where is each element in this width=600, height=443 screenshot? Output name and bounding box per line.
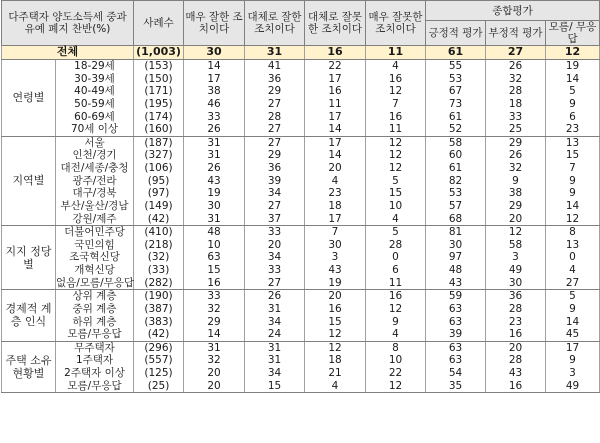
cell: 30 xyxy=(184,200,245,213)
cell: (174) xyxy=(134,111,184,124)
cell: 9 xyxy=(546,354,600,367)
cell: 48 xyxy=(184,226,245,239)
cell: 31 xyxy=(245,341,305,354)
col-header-mostly-good: 대체로 잘한 조치이다 xyxy=(245,1,305,46)
cell: 41 xyxy=(245,60,305,73)
cell: 27 xyxy=(245,123,305,136)
cell: (95) xyxy=(134,175,184,188)
cell: (150) xyxy=(134,73,184,86)
table-title: 다주택자 양도소득세 중과 유예 폐지 찬반(%) xyxy=(2,1,134,46)
cell: 19 xyxy=(184,187,245,200)
cell: 20 xyxy=(245,239,305,252)
cell: 43 xyxy=(305,264,366,277)
cell: 26 xyxy=(486,60,546,73)
cell: 14 xyxy=(305,123,366,136)
cell: (125) xyxy=(134,367,184,380)
table-row xyxy=(2,85,600,98)
cell: 14 xyxy=(184,60,245,73)
col-header-very-bad: 매우 잘못한 조치이다 xyxy=(366,1,426,46)
table-row xyxy=(2,136,600,149)
cell: 7 xyxy=(546,162,600,175)
row-label: 중위 계층 xyxy=(56,303,134,316)
cell: 82 xyxy=(426,175,486,188)
cell: 13 xyxy=(546,239,600,252)
cell: 28 xyxy=(486,303,546,316)
cell: 46 xyxy=(184,98,245,111)
cell: (160) xyxy=(134,123,184,136)
cell: 63 xyxy=(426,303,486,316)
cell: 20 xyxy=(184,367,245,380)
table-row xyxy=(2,200,600,213)
cell: (42) xyxy=(134,328,184,341)
cell: 14 xyxy=(184,328,245,341)
row-label: 개혁신당 xyxy=(56,264,134,277)
cell: 5 xyxy=(366,226,426,239)
cell: (97) xyxy=(134,187,184,200)
table-row xyxy=(2,277,600,290)
cell: 4 xyxy=(366,60,426,73)
cell: 27 xyxy=(245,200,305,213)
cell: 20 xyxy=(184,380,245,393)
cell: 17 xyxy=(184,73,245,86)
row-label: 강원/제주 xyxy=(56,213,134,226)
cell: (195) xyxy=(134,98,184,111)
cell: 61 xyxy=(426,162,486,175)
cell: 13 xyxy=(546,136,600,149)
cell: 15 xyxy=(546,149,600,162)
cell: 32 xyxy=(486,162,546,175)
group-label: 경제적 계층 인식 xyxy=(2,290,56,341)
cell: 16 xyxy=(305,303,366,316)
cell: (187) xyxy=(134,136,184,149)
table-row xyxy=(2,73,600,86)
row-label: 30-39세 xyxy=(56,73,134,86)
cell: 58 xyxy=(426,136,486,149)
cell: 29 xyxy=(184,315,245,328)
table-row xyxy=(2,239,600,252)
table-row xyxy=(2,175,600,188)
cell: 32 xyxy=(184,303,245,316)
cell: 12 xyxy=(366,136,426,149)
cell: 0 xyxy=(366,251,426,264)
cell: 3 xyxy=(486,251,546,264)
cell: 33 xyxy=(184,290,245,303)
cell: (327) xyxy=(134,149,184,162)
cell: 18 xyxy=(305,200,366,213)
cell: 30 xyxy=(184,46,245,60)
cell: 28 xyxy=(486,354,546,367)
cell: (25) xyxy=(134,380,184,393)
cell: 23 xyxy=(305,187,366,200)
cell: 0 xyxy=(546,251,600,264)
cell: 10 xyxy=(366,354,426,367)
cell: 16 xyxy=(305,46,366,60)
table-row xyxy=(2,111,600,124)
cell: 55 xyxy=(426,60,486,73)
cell: 63 xyxy=(426,341,486,354)
table-row xyxy=(2,303,600,316)
col-header-negative: 부정적 평가 xyxy=(486,21,546,46)
cell: 29 xyxy=(486,136,546,149)
row-label: 대구/경북 xyxy=(56,187,134,200)
cell: 52 xyxy=(426,123,486,136)
cell: 59 xyxy=(426,290,486,303)
cell: 14 xyxy=(546,73,600,86)
row-label: 인천/경기 xyxy=(56,149,134,162)
cell: 15 xyxy=(245,380,305,393)
n-header: 사례수 xyxy=(134,1,184,46)
cell: 8 xyxy=(546,226,600,239)
cell: 27 xyxy=(546,277,600,290)
cell: 33 xyxy=(486,111,546,124)
cell: (171) xyxy=(134,85,184,98)
cell: 17 xyxy=(305,73,366,86)
cell: (190) xyxy=(134,290,184,303)
cell: 26 xyxy=(245,290,305,303)
table-row xyxy=(2,328,600,341)
cell: 12 xyxy=(305,328,366,341)
group-label: 주택 소유 현황별 xyxy=(2,341,56,392)
cell: 15 xyxy=(184,264,245,277)
cell: 11 xyxy=(366,46,426,60)
cell: 27 xyxy=(486,46,546,60)
cell: (218) xyxy=(134,239,184,252)
cell: 19 xyxy=(546,60,600,73)
cell: 36 xyxy=(245,73,305,86)
cell: 3 xyxy=(546,367,600,380)
cell: 14 xyxy=(305,149,366,162)
cell: 20 xyxy=(305,290,366,303)
cell: 8 xyxy=(366,341,426,354)
cell: 58 xyxy=(486,239,546,252)
cell: 12 xyxy=(305,341,366,354)
cell: 67 xyxy=(426,85,486,98)
cell: 15 xyxy=(305,315,366,328)
cell: 20 xyxy=(486,341,546,354)
cell: 11 xyxy=(366,123,426,136)
cell: 26 xyxy=(184,123,245,136)
cell: 63 xyxy=(184,251,245,264)
col-header-mostly-bad: 대체로 잘못한 조치이다 xyxy=(305,1,366,46)
cell: 30 xyxy=(486,277,546,290)
cell: 27 xyxy=(245,277,305,290)
cell: 14 xyxy=(546,315,600,328)
table-row xyxy=(2,264,600,277)
col-header-unknown: 모름/ 무응답 xyxy=(546,21,600,46)
cell: 54 xyxy=(426,367,486,380)
cell: 36 xyxy=(245,162,305,175)
cell: 16 xyxy=(366,111,426,124)
cell: 31 xyxy=(245,303,305,316)
cell: 27 xyxy=(245,136,305,149)
cell: 7 xyxy=(366,98,426,111)
cell: 12 xyxy=(366,85,426,98)
cell: 53 xyxy=(426,187,486,200)
cell: 16 xyxy=(184,277,245,290)
cell: (410) xyxy=(134,226,184,239)
cell: 7 xyxy=(305,226,366,239)
row-label: 대전/세종/충청 xyxy=(56,162,134,175)
cell: 48 xyxy=(426,264,486,277)
cell: 33 xyxy=(245,264,305,277)
row-label: 광주/전라 xyxy=(56,175,134,188)
cell: 57 xyxy=(426,200,486,213)
cell: 12 xyxy=(486,226,546,239)
cell: 34 xyxy=(245,367,305,380)
row-label: 60-69세 xyxy=(56,111,134,124)
cell: 12 xyxy=(366,149,426,162)
cell: 17 xyxy=(546,341,600,354)
cell: 19 xyxy=(305,277,366,290)
cell: 20 xyxy=(305,162,366,175)
cell: 32 xyxy=(486,73,546,86)
cell: 33 xyxy=(184,111,245,124)
cell: 22 xyxy=(305,60,366,73)
row-label: 조국혁신당 xyxy=(56,251,134,264)
row-label: 모름/무응답 xyxy=(56,328,134,341)
table-row xyxy=(2,213,600,226)
cell: 21 xyxy=(305,367,366,380)
cell: (387) xyxy=(134,303,184,316)
col-header-very-good: 매우 잘한 조치이다 xyxy=(184,1,245,46)
cell: (42) xyxy=(134,213,184,226)
cell: 17 xyxy=(305,213,366,226)
cell: 28 xyxy=(245,111,305,124)
cell: 3 xyxy=(305,251,366,264)
row-label: 50-59세 xyxy=(56,98,134,111)
cell: 29 xyxy=(486,200,546,213)
row-label: 40-49세 xyxy=(56,85,134,98)
table-row xyxy=(2,315,600,328)
cell: 6 xyxy=(546,111,600,124)
cell: 30 xyxy=(426,239,486,252)
cell: 61 xyxy=(426,46,486,60)
cell: 17 xyxy=(305,111,366,124)
cell: 35 xyxy=(426,380,486,393)
row-label: 부산/울산/경남 xyxy=(56,200,134,213)
row-label: 70세 이상 xyxy=(56,123,134,136)
cell: 39 xyxy=(245,175,305,188)
total-label: 전체 xyxy=(2,46,134,60)
cell: 16 xyxy=(486,328,546,341)
cell: 9 xyxy=(366,315,426,328)
cell: 14 xyxy=(546,200,600,213)
cell: 38 xyxy=(486,187,546,200)
cell: 45 xyxy=(546,328,600,341)
cell: (296) xyxy=(134,341,184,354)
row-label: 2주택자 이상 xyxy=(56,367,134,380)
row-label: 18-29세 xyxy=(56,60,134,73)
cell: 81 xyxy=(426,226,486,239)
cell: 4 xyxy=(305,175,366,188)
row-label: 상위 계층 xyxy=(56,290,134,303)
group-label: 지지 정당별 xyxy=(2,226,56,290)
cell: 43 xyxy=(486,367,546,380)
table-row xyxy=(2,123,600,136)
cell: 5 xyxy=(546,290,600,303)
cell: 16 xyxy=(366,290,426,303)
cell: 23 xyxy=(546,123,600,136)
cell: 4 xyxy=(546,264,600,277)
cell: 18 xyxy=(305,354,366,367)
cell: 29 xyxy=(245,85,305,98)
cell: 32 xyxy=(184,354,245,367)
cell: 4 xyxy=(366,213,426,226)
cell: 4 xyxy=(366,328,426,341)
cell: 31 xyxy=(184,149,245,162)
cell: 29 xyxy=(245,149,305,162)
group-label: 연령별 xyxy=(2,60,56,137)
cell: (383) xyxy=(134,315,184,328)
cell: 4 xyxy=(305,380,366,393)
survey-table xyxy=(1,0,600,393)
cell: 12 xyxy=(546,46,600,60)
cell: (282) xyxy=(134,277,184,290)
table-row xyxy=(2,226,600,239)
cell: 37 xyxy=(245,213,305,226)
cell: 33 xyxy=(245,226,305,239)
cell: 31 xyxy=(245,354,305,367)
cell: (153) xyxy=(134,60,184,73)
cell: 9 xyxy=(546,98,600,111)
cell: (149) xyxy=(134,200,184,213)
cell: 9 xyxy=(546,175,600,188)
cell: 34 xyxy=(245,187,305,200)
cell: 49 xyxy=(546,380,600,393)
table-row xyxy=(2,98,600,111)
table-header xyxy=(2,1,600,46)
cell: 16 xyxy=(305,85,366,98)
cell: 28 xyxy=(366,239,426,252)
cell: 27 xyxy=(245,98,305,111)
cell: 38 xyxy=(184,85,245,98)
row-label: 모름/무응답 xyxy=(56,380,134,393)
cell: 18 xyxy=(486,98,546,111)
cell: 25 xyxy=(486,123,546,136)
cell: 34 xyxy=(245,251,305,264)
cell: 9 xyxy=(546,303,600,316)
cell: 12 xyxy=(366,303,426,316)
total-row xyxy=(2,46,600,60)
cell: 6 xyxy=(366,264,426,277)
row-label: 서울 xyxy=(56,136,134,149)
cell: 9 xyxy=(486,175,546,188)
row-label: 더불어민주당 xyxy=(56,226,134,239)
cell: (1,003) xyxy=(134,46,184,60)
row-label: 없음/모름/무응답 xyxy=(56,276,135,289)
cell: 16 xyxy=(366,73,426,86)
row-label: 하위 계층 xyxy=(56,315,134,328)
cell: 31 xyxy=(184,213,245,226)
col-header-positive: 긍정적 평가 xyxy=(426,21,486,46)
cell: 24 xyxy=(245,328,305,341)
cell: 10 xyxy=(184,239,245,252)
cell: 15 xyxy=(366,187,426,200)
cell: 28 xyxy=(486,85,546,98)
cell: 12 xyxy=(546,213,600,226)
cell: 26 xyxy=(184,162,245,175)
cell: 53 xyxy=(426,73,486,86)
table-row xyxy=(2,341,600,354)
cell: 20 xyxy=(486,213,546,226)
table-row xyxy=(2,251,600,264)
cell: 61 xyxy=(426,111,486,124)
summary-header: 종합평가 xyxy=(426,1,600,21)
cell: 5 xyxy=(546,85,600,98)
cell: 5 xyxy=(366,175,426,188)
cell: 11 xyxy=(366,277,426,290)
cell: 31 xyxy=(184,136,245,149)
cell: 36 xyxy=(486,290,546,303)
table-row xyxy=(2,367,600,380)
row-label: 무주택자 xyxy=(56,341,134,354)
cell: 43 xyxy=(426,277,486,290)
cell: 9 xyxy=(546,187,600,200)
cell: 39 xyxy=(426,328,486,341)
cell: 11 xyxy=(305,98,366,111)
cell: 23 xyxy=(486,315,546,328)
cell: 73 xyxy=(426,98,486,111)
cell: 60 xyxy=(426,149,486,162)
table-row xyxy=(2,60,600,73)
row-label: 1주택자 xyxy=(56,354,134,367)
table-row xyxy=(2,162,600,175)
cell: 12 xyxy=(366,162,426,175)
cell: 63 xyxy=(426,354,486,367)
cell: (106) xyxy=(134,162,184,175)
cell: 97 xyxy=(426,251,486,264)
cell: 12 xyxy=(366,380,426,393)
cell: 63 xyxy=(426,315,486,328)
cell: 10 xyxy=(366,200,426,213)
table-body xyxy=(2,46,600,393)
cell: (32) xyxy=(134,251,184,264)
cell: 34 xyxy=(245,315,305,328)
row-label: 국민의힘 xyxy=(56,239,134,252)
table-row xyxy=(2,187,600,200)
cell: 43 xyxy=(184,175,245,188)
table-row xyxy=(2,290,600,303)
cell: 49 xyxy=(486,264,546,277)
cell: 31 xyxy=(184,341,245,354)
cell: 68 xyxy=(426,213,486,226)
table-row xyxy=(2,380,600,393)
cell: 17 xyxy=(305,136,366,149)
cell: 31 xyxy=(245,46,305,60)
table-row xyxy=(2,354,600,367)
table-row xyxy=(2,149,600,162)
cell: 16 xyxy=(486,380,546,393)
cell: 30 xyxy=(305,239,366,252)
cell: (557) xyxy=(134,354,184,367)
cell: 26 xyxy=(486,149,546,162)
group-label: 지역별 xyxy=(2,136,56,225)
cell: 22 xyxy=(366,367,426,380)
cell: (33) xyxy=(134,264,184,277)
